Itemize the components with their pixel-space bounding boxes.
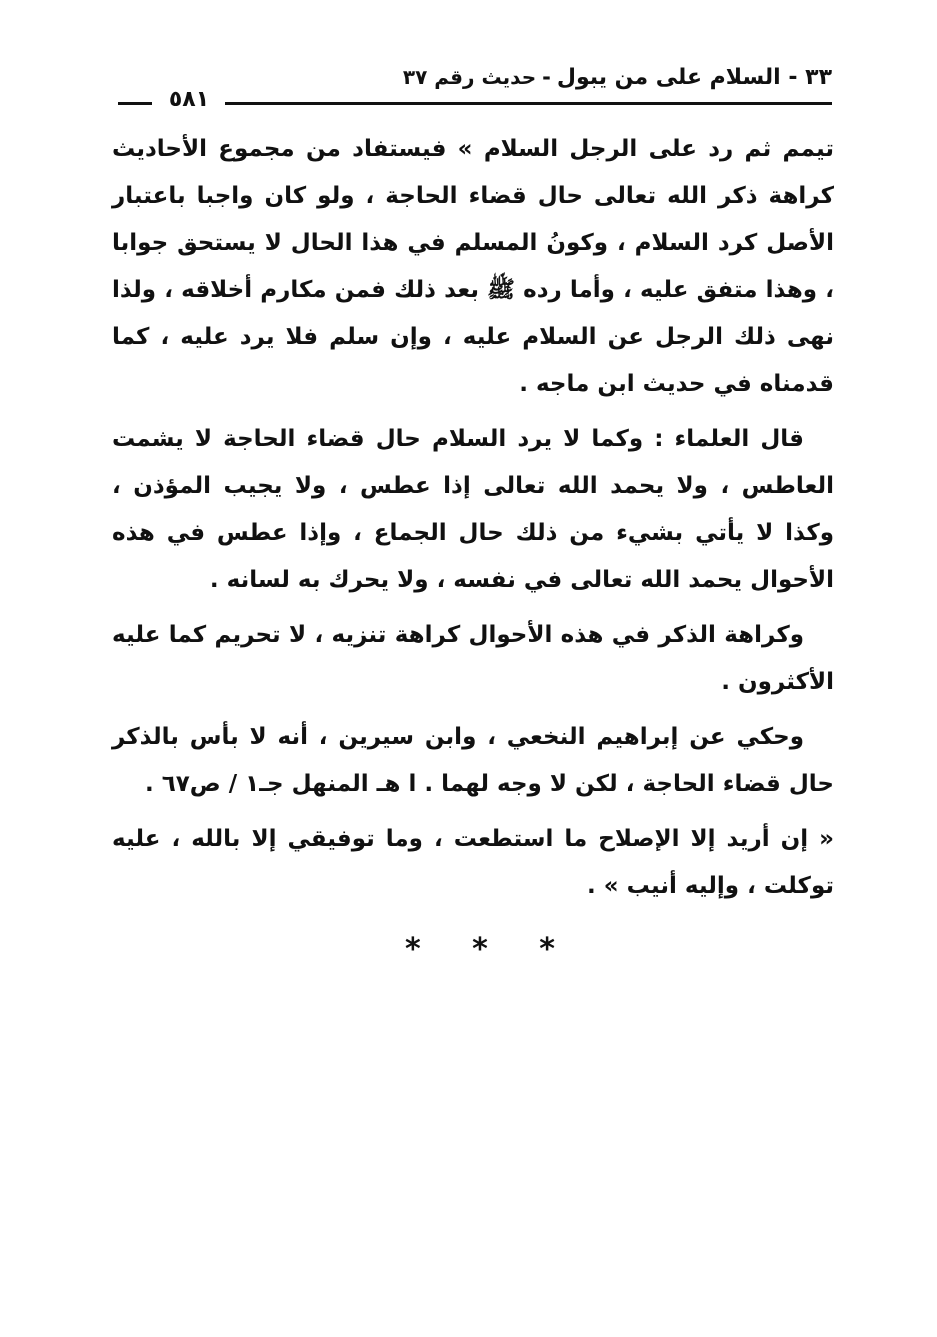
paragraph-4: وحكي عن إبراهيم النخعي ، وابن سيرين ، أنه لا بأس بالذكر حال قضاء الحاجة ، لكن لا وجه لهما . ا هـ المنهل جـ١ / ص٦٧ . <box>112 724 834 797</box>
star-ornament: * <box>405 931 421 967</box>
body-text <box>112 126 834 918</box>
page-number: ٥٨١ <box>168 87 210 112</box>
paragraph-2: قال العلماء : وكما لا يرد السلام حال قضاء الحاجة لا يشمت العاطس ، ولا يحمد الله تعالى إذا عطس ، ولا يجيب المؤذن ، وكذا لا يأتي بشيء من ذلك حال الجماع ، وإذا عطس في هذه الأحوال يحمد الله تعالى في نفسه ، ولا يحرك به لسانه . <box>112 426 834 593</box>
header-separator: - <box>542 65 551 89</box>
paragraph-3: وكراهة الذكر في هذه الأحوال كراهة تنزيه ، لا تحريم كما عليه الأكثرون . <box>112 622 834 695</box>
paragraph-1: تيمم ثم رد على الرجل السلام » فيستفاد من مجموع الأحاديث كراهة ذكر الله تعالى حال قضاء الحاجة ، ولو كان واجبا باعتبار الأصل كرد السلام ، وكونُ المسلم في هذا الحال لا يستحق جوابا ، وهذا متفق عليه ، وأما رده ﷺ بعد ذلك فمن مكارم أخلاقه ، ولذا نهى ذلك الرجل عن السلام عليه ، وإن سلم فلا يرد عليه ، كما قدمناه في حديث ابن ماجه . <box>112 136 834 397</box>
star-ornament: * <box>472 931 488 967</box>
paragraph-5-quran-quote: « إن أريد إلا الإصلاح ما استطعت ، وما توفيقي إلا بالله ، عليه توكلت ، وإليه أنيب » . <box>112 826 834 899</box>
section-end-ornament <box>405 932 555 966</box>
running-head <box>120 62 832 92</box>
page-number-dash <box>118 102 152 105</box>
chapter-title: ٣٣ - السلام على من يبول <box>556 64 832 90</box>
header-rule <box>225 102 832 105</box>
hadith-number: حديث رقم ٣٧ <box>402 65 537 89</box>
star-ornament: * <box>539 931 555 967</box>
